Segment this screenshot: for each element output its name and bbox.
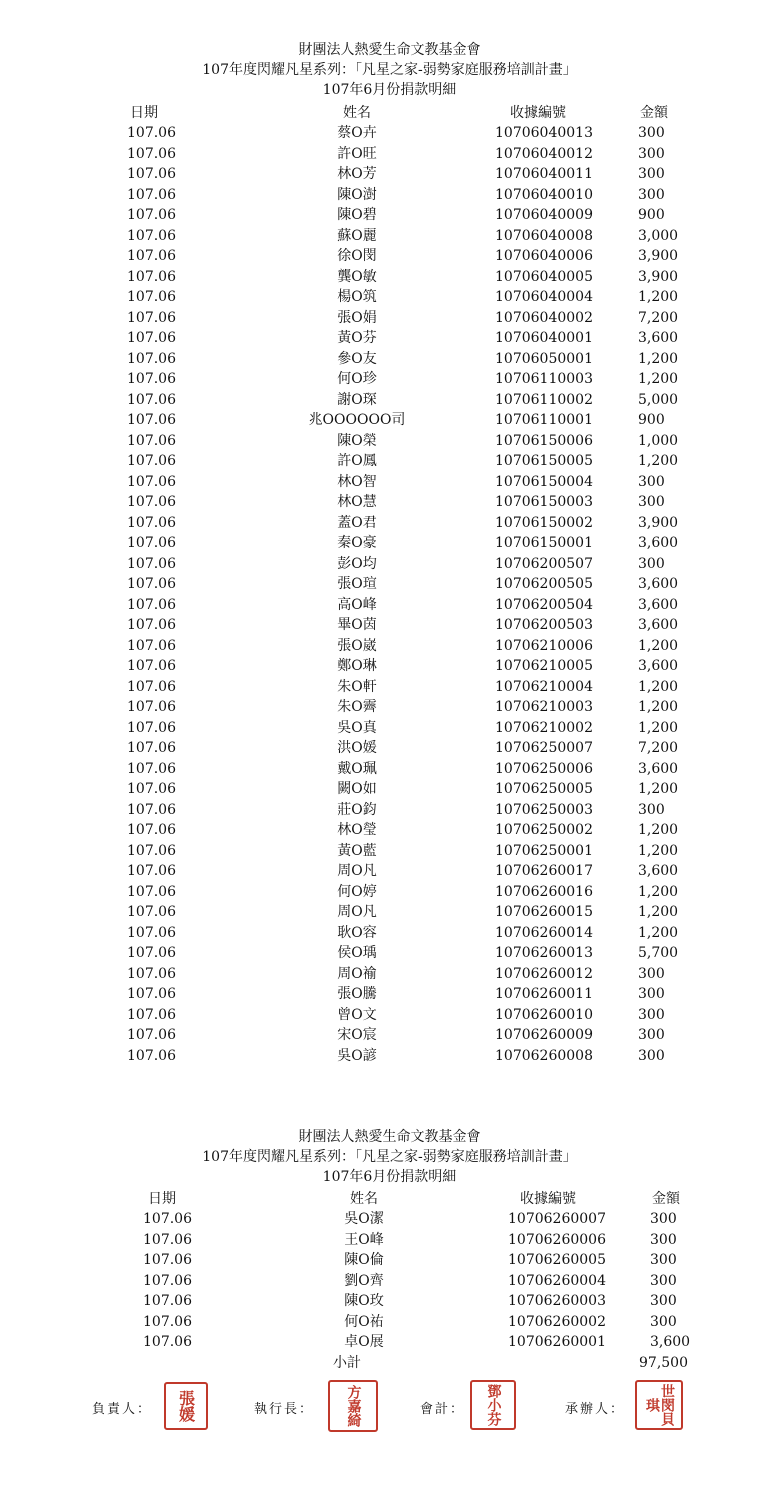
table-row <box>0 287 779 307</box>
donation-sheet-1 <box>0 40 779 100</box>
amount-cell: 300 <box>650 1252 677 1268</box>
date-cell: 107.06 <box>127 289 176 305</box>
amount-cell: 3,900 <box>638 514 679 531</box>
date-cell: 107.06 <box>127 555 176 572</box>
name-cell: 周O凡 <box>337 863 377 879</box>
header-amount: 金額 <box>640 105 668 121</box>
receipt-cell: 10706260005 <box>508 1252 606 1268</box>
name-cell: 高O峰 <box>337 596 377 613</box>
date-cell: 107.06 <box>127 391 176 408</box>
table-row <box>0 410 779 430</box>
date-cell: 107.06 <box>127 965 176 982</box>
receipt-cell: 10706260003 <box>508 1293 606 1309</box>
table-row <box>0 1312 779 1332</box>
amount-cell: 300 <box>638 986 665 1002</box>
amount-cell: 300 <box>650 1313 677 1330</box>
receipt-cell: 10706040005 <box>495 268 593 285</box>
table-row <box>0 1209 779 1229</box>
date-cell: 107.06 <box>127 1006 176 1023</box>
table-row <box>0 902 779 922</box>
table-row <box>0 861 779 881</box>
amount-cell: 300 <box>638 473 665 490</box>
table-row <box>0 205 779 225</box>
receipt-cell: 10706210003 <box>495 699 593 715</box>
table-row <box>0 1046 779 1066</box>
seal-stamp-director <box>328 1380 378 1432</box>
table-row <box>0 554 779 574</box>
date-cell: 107.06 <box>127 863 176 879</box>
receipt-cell: 10706150001 <box>495 535 593 551</box>
name-cell: 林O芳 <box>337 166 377 182</box>
table-row <box>0 1291 779 1311</box>
date-cell: 107.06 <box>127 412 176 428</box>
amount-cell: 5,000 <box>638 391 679 408</box>
amount-cell: 300 <box>650 1272 677 1289</box>
program-title: 107年度閃耀凡星系列：「凡星之家-弱勢家庭服務培訓計畫」 <box>202 1149 577 1165</box>
table-header <box>0 1189 779 1209</box>
table-row <box>0 308 779 328</box>
name-cell: 龔O敏 <box>337 268 377 285</box>
name-cell: 戴O珮 <box>337 760 377 777</box>
amount-cell: 300 <box>650 1211 677 1227</box>
date-cell: 107.06 <box>127 945 176 961</box>
receipt-cell: 10706150003 <box>495 494 593 510</box>
date-cell: 107.06 <box>127 514 176 531</box>
name-cell: 周O褕 <box>337 965 377 982</box>
date-cell: 107.06 <box>127 822 176 838</box>
date-cell: 107.06 <box>127 268 176 285</box>
header-date: 日期 <box>148 1191 176 1207</box>
date-cell: 107.06 <box>127 432 176 449</box>
receipt-cell: 10706260001 <box>508 1334 606 1350</box>
table-row <box>0 656 779 676</box>
receipt-cell: 10706210004 <box>495 678 593 695</box>
amount-cell: 900 <box>638 412 665 428</box>
name-cell: 朱O霽 <box>337 699 377 715</box>
receipt-cell: 10706250001 <box>495 842 593 859</box>
name-cell: 畢O茵 <box>337 617 377 633</box>
director-label: 執行長： <box>254 1402 315 1417</box>
name-cell: 吳O真 <box>337 719 377 736</box>
receipt-cell: 10706040001 <box>495 330 593 346</box>
amount-cell: 3,600 <box>638 658 679 674</box>
receipt-cell: 10706250005 <box>495 781 593 797</box>
table-row <box>0 882 779 902</box>
table-row <box>0 697 779 717</box>
receipt-cell: 10706260017 <box>495 863 593 879</box>
receipt-cell: 10706260004 <box>508 1272 606 1289</box>
header-receipt: 收據編號 <box>510 105 566 121</box>
receipt-cell: 10706200503 <box>495 617 593 633</box>
amount-cell: 1,200 <box>638 699 679 715</box>
amount-cell: 5,700 <box>638 945 679 961</box>
amount-cell: 3,600 <box>638 330 679 346</box>
date-cell: 107.06 <box>127 781 176 797</box>
receipt-cell: 10706260002 <box>508 1313 606 1330</box>
amount-cell: 3,600 <box>638 535 679 551</box>
receipt-cell: 10706250006 <box>495 760 593 777</box>
date-cell: 107.06 <box>127 166 176 182</box>
name-cell: 兆OOOOOO司 <box>308 412 406 428</box>
table-header <box>0 103 779 123</box>
table-row <box>0 574 779 594</box>
amount-cell: 7,200 <box>638 740 679 756</box>
table-row <box>0 800 779 820</box>
subtotal-row <box>0 1353 779 1373</box>
date-cell: 107.06 <box>127 494 176 510</box>
date-cell: 107.06 <box>127 473 176 490</box>
name-cell: 陳O碧 <box>337 207 377 223</box>
table-row <box>0 267 779 287</box>
receipt-cell: 10706050001 <box>495 350 593 367</box>
receipt-cell: 10706250007 <box>495 740 593 756</box>
name-cell: 謝O琛 <box>337 391 377 408</box>
table-row <box>0 718 779 738</box>
date-cell: 107.06 <box>143 1231 192 1248</box>
receipt-cell: 10706260009 <box>495 1027 593 1043</box>
amount-cell: 300 <box>638 1027 665 1043</box>
name-cell: 張O騰 <box>337 986 377 1002</box>
name-cell: 黃O藍 <box>337 842 377 859</box>
table-row <box>0 779 779 799</box>
name-cell: 宋O宸 <box>337 1027 377 1043</box>
date-cell: 107.06 <box>143 1293 192 1309</box>
date-cell: 107.06 <box>127 1047 176 1064</box>
date-cell: 107.06 <box>143 1313 192 1330</box>
accountant-label: 會計： <box>420 1402 466 1417</box>
name-cell: 林O慧 <box>337 494 377 510</box>
name-cell: 朱O軒 <box>337 678 377 695</box>
amount-cell: 1,200 <box>638 883 679 900</box>
amount-cell: 3,600 <box>650 1334 691 1350</box>
receipt-cell: 10706110002 <box>495 391 593 408</box>
name-cell: 秦O豪 <box>337 535 377 551</box>
name-cell: 徐O閔 <box>337 248 377 264</box>
date-cell: 107.06 <box>127 986 176 1002</box>
name-cell: 卓O展 <box>344 1334 384 1350</box>
name-cell: 陳O倫 <box>344 1252 384 1268</box>
receipt-cell: 10706040013 <box>495 125 593 141</box>
name-cell: 侯O瑀 <box>337 945 377 961</box>
amount-cell: 300 <box>638 555 665 572</box>
name-cell: 許O旺 <box>337 145 377 162</box>
receipt-cell: 10706200505 <box>495 576 593 592</box>
date-cell: 107.06 <box>127 350 176 367</box>
receipt-cell: 10706250003 <box>495 801 593 818</box>
name-cell: 鄭O琳 <box>337 658 377 674</box>
name-cell: 蔡O卉 <box>337 125 377 141</box>
seal-stamp-accountant <box>470 1380 516 1430</box>
name-cell: 黃O芬 <box>337 330 377 346</box>
date-cell: 107.06 <box>127 227 176 244</box>
date-cell: 107.06 <box>127 637 176 654</box>
amount-cell: 1,200 <box>638 678 679 695</box>
amount-cell: 300 <box>638 801 665 818</box>
table-row <box>0 759 779 779</box>
name-cell: 張O娟 <box>337 309 377 326</box>
period-title: 107年6月份捐款明細 <box>322 1169 457 1185</box>
table-row <box>0 943 779 963</box>
amount-cell: 300 <box>638 166 665 182</box>
table-row <box>0 369 779 389</box>
table-row <box>0 349 779 369</box>
table-row <box>0 472 779 492</box>
date-cell: 107.06 <box>127 576 176 592</box>
receipt-cell: 10706040006 <box>495 248 593 264</box>
name-cell: 吳O諺 <box>337 1047 377 1064</box>
receipt-cell: 10706040012 <box>495 145 593 162</box>
receipt-cell: 10706210002 <box>495 719 593 736</box>
name-cell: 吳O潔 <box>344 1211 384 1227</box>
signature-line <box>0 1380 779 1440</box>
seal-stamp-responsible <box>164 1382 208 1430</box>
program-title: 107年度閃耀凡星系列：「凡星之家-弱勢家庭服務培訓計畫」 <box>202 62 577 78</box>
name-cell: 耿O容 <box>337 924 377 941</box>
header-receipt: 收據編號 <box>520 1191 576 1207</box>
date-cell: 107.06 <box>127 1027 176 1043</box>
table-row <box>0 492 779 512</box>
table-row <box>0 841 779 861</box>
table-row <box>0 1005 779 1025</box>
amount-cell: 7,200 <box>638 309 679 326</box>
name-cell: 何O祐 <box>344 1313 384 1330</box>
date-cell: 107.06 <box>127 125 176 141</box>
table-row <box>0 923 779 943</box>
date-cell: 107.06 <box>127 596 176 613</box>
date-cell: 107.06 <box>127 740 176 756</box>
receipt-cell: 10706110003 <box>495 371 593 387</box>
date-cell: 107.06 <box>127 904 176 920</box>
amount-cell: 300 <box>638 1006 665 1023</box>
table-row <box>0 964 779 984</box>
receipt-cell: 10706040008 <box>495 227 593 244</box>
name-cell: 林O智 <box>337 473 377 490</box>
name-cell: 何O珍 <box>337 371 377 387</box>
seal-text: 鄧小芬 <box>485 1384 502 1426</box>
table-row <box>0 513 779 533</box>
table-row <box>0 123 779 143</box>
amount-cell: 300 <box>638 145 665 162</box>
name-cell: 蘇O麗 <box>337 227 377 244</box>
amount-cell: 1,200 <box>638 719 679 736</box>
header-date: 日期 <box>130 105 158 121</box>
name-cell: 蓋O君 <box>337 514 377 531</box>
date-cell: 107.06 <box>143 1211 192 1227</box>
name-cell: 陳O玫 <box>344 1293 384 1309</box>
date-cell: 107.06 <box>127 371 176 387</box>
name-cell: 彭O均 <box>337 555 377 572</box>
receipt-cell: 10706260016 <box>495 883 593 900</box>
name-cell: 曾O文 <box>337 1006 377 1023</box>
table-row <box>0 451 779 471</box>
amount-cell: 300 <box>638 1047 665 1064</box>
receipt-cell: 10706040009 <box>495 207 593 223</box>
date-cell: 107.06 <box>127 330 176 346</box>
receipt-cell: 10706260012 <box>495 965 593 982</box>
amount-cell: 1,000 <box>638 432 679 449</box>
table-row <box>0 1250 779 1270</box>
receipt-cell: 10706260014 <box>495 924 593 941</box>
subtotal-value: 97,500 <box>639 1355 688 1371</box>
name-cell: 楊O筑 <box>337 289 377 305</box>
table-row <box>0 226 779 246</box>
amount-cell: 1,200 <box>638 371 679 387</box>
amount-cell: 3,600 <box>638 576 679 592</box>
table-row <box>0 820 779 840</box>
name-cell: 何O婷 <box>337 883 377 900</box>
table-row <box>0 636 779 656</box>
table-row <box>0 328 779 348</box>
table-row <box>0 1230 779 1250</box>
amount-cell: 1,200 <box>638 924 679 941</box>
receipt-cell: 10706260015 <box>495 904 593 920</box>
date-cell: 107.06 <box>127 719 176 736</box>
handler-label: 承辦人： <box>565 1402 626 1417</box>
org-title: 財團法人熱愛生命文教基金會 <box>298 1129 481 1145</box>
org-title: 財團法人熱愛生命文教基金會 <box>298 42 481 58</box>
table-row <box>0 246 779 266</box>
receipt-cell: 10706260010 <box>495 1006 593 1023</box>
table-row <box>0 677 779 697</box>
amount-cell: 1,200 <box>638 781 679 797</box>
amount-cell: 1,200 <box>638 904 679 920</box>
table-row <box>0 738 779 758</box>
date-cell: 107.06 <box>127 186 176 203</box>
header-name: 姓名 <box>343 105 371 121</box>
receipt-cell: 10706260007 <box>508 1211 606 1227</box>
amount-cell: 1,200 <box>638 842 679 859</box>
receipt-cell: 10706260008 <box>495 1047 593 1064</box>
date-cell: 107.06 <box>127 842 176 859</box>
date-cell: 107.06 <box>127 145 176 162</box>
amount-cell: 3,600 <box>638 596 679 613</box>
seal-text: 方嘉綺 <box>345 1385 362 1427</box>
subtotal-label: 小計 <box>333 1355 361 1371</box>
receipt-cell: 10706150002 <box>495 514 593 531</box>
name-cell: 許O鳳 <box>337 453 377 469</box>
receipt-cell: 10706040004 <box>495 289 593 305</box>
amount-cell: 1,200 <box>638 350 679 367</box>
name-cell: 張O瑄 <box>337 576 377 592</box>
table-row <box>0 185 779 205</box>
receipt-cell: 10706150005 <box>495 453 593 469</box>
date-cell: 107.06 <box>127 617 176 633</box>
amount-cell: 1,200 <box>638 289 679 305</box>
date-cell: 107.06 <box>127 801 176 818</box>
date-cell: 107.06 <box>143 1272 192 1289</box>
name-cell: 陳O榮 <box>337 432 377 449</box>
header-amount: 金額 <box>652 1191 680 1207</box>
receipt-cell: 10706250002 <box>495 822 593 838</box>
seal-stamp-handler <box>635 1380 683 1430</box>
date-cell: 107.06 <box>127 207 176 223</box>
seal-text: 世閔貝琪 <box>644 1384 675 1426</box>
date-cell: 107.06 <box>127 535 176 551</box>
table-row <box>0 164 779 184</box>
receipt-cell: 10706210005 <box>495 658 593 674</box>
date-cell: 107.06 <box>127 309 176 326</box>
table-row <box>0 1025 779 1045</box>
table-row <box>0 984 779 1004</box>
name-cell: 王O峰 <box>344 1231 384 1248</box>
amount-cell: 300 <box>650 1231 677 1248</box>
amount-cell: 300 <box>638 494 665 510</box>
name-cell: 洪O媛 <box>337 740 377 756</box>
amount-cell: 1,200 <box>638 822 679 838</box>
table-row <box>0 431 779 451</box>
receipt-cell: 10706200504 <box>495 596 593 613</box>
table-row <box>0 615 779 635</box>
receipt-cell: 10706150006 <box>495 432 593 449</box>
date-cell: 107.06 <box>127 760 176 777</box>
donation-sheet-2 <box>0 1127 779 1187</box>
amount-cell: 300 <box>638 186 665 203</box>
date-cell: 107.06 <box>127 248 176 264</box>
receipt-cell: 10706260013 <box>495 945 593 961</box>
table-row <box>0 1332 779 1352</box>
receipt-cell: 10706260011 <box>495 986 593 1002</box>
amount-cell: 3,600 <box>638 760 679 777</box>
name-cell: 劉O齊 <box>344 1272 384 1289</box>
name-cell: 陳O澍 <box>337 186 377 203</box>
receipt-cell: 10706260006 <box>508 1231 606 1248</box>
amount-cell: 900 <box>638 207 665 223</box>
table-row <box>0 533 779 553</box>
amount-cell: 300 <box>638 965 665 982</box>
amount-cell: 3,000 <box>638 227 679 244</box>
amount-cell: 3,600 <box>638 863 679 879</box>
date-cell: 107.06 <box>127 699 176 715</box>
amount-cell: 1,200 <box>638 453 679 469</box>
name-cell: 林O瑩 <box>337 822 377 838</box>
date-cell: 107.06 <box>127 883 176 900</box>
date-cell: 107.06 <box>127 658 176 674</box>
amount-cell: 3,600 <box>638 617 679 633</box>
amount-cell: 3,900 <box>638 248 679 264</box>
receipt-cell: 10706110001 <box>495 412 593 428</box>
name-cell: 參O友 <box>337 350 377 367</box>
table-row <box>0 1271 779 1291</box>
name-cell: 張O崴 <box>337 637 377 654</box>
seal-text: 張媛 <box>176 1390 196 1422</box>
date-cell: 107.06 <box>127 678 176 695</box>
receipt-cell: 10706210006 <box>495 637 593 654</box>
date-cell: 107.06 <box>143 1334 192 1350</box>
header-name: 姓名 <box>350 1191 378 1207</box>
table-row <box>0 390 779 410</box>
date-cell: 107.06 <box>143 1252 192 1268</box>
name-cell: 莊O鈞 <box>337 801 377 818</box>
responsible-label: 負責人： <box>92 1402 153 1417</box>
receipt-cell: 10706040010 <box>495 186 593 203</box>
table-row <box>0 144 779 164</box>
name-cell: 周O凡 <box>337 904 377 920</box>
amount-cell: 3,900 <box>638 268 679 285</box>
name-cell: 闕O如 <box>337 781 377 797</box>
receipt-cell: 10706040002 <box>495 309 593 326</box>
amount-cell: 1,200 <box>638 637 679 654</box>
date-cell: 107.06 <box>127 453 176 469</box>
receipt-cell: 10706150004 <box>495 473 593 490</box>
amount-cell: 300 <box>650 1293 677 1309</box>
date-cell: 107.06 <box>127 924 176 941</box>
table-row <box>0 595 779 615</box>
receipt-cell: 10706200507 <box>495 555 593 572</box>
amount-cell: 300 <box>638 125 665 141</box>
period-title: 107年6月份捐款明細 <box>322 82 457 98</box>
receipt-cell: 10706040011 <box>495 166 593 182</box>
